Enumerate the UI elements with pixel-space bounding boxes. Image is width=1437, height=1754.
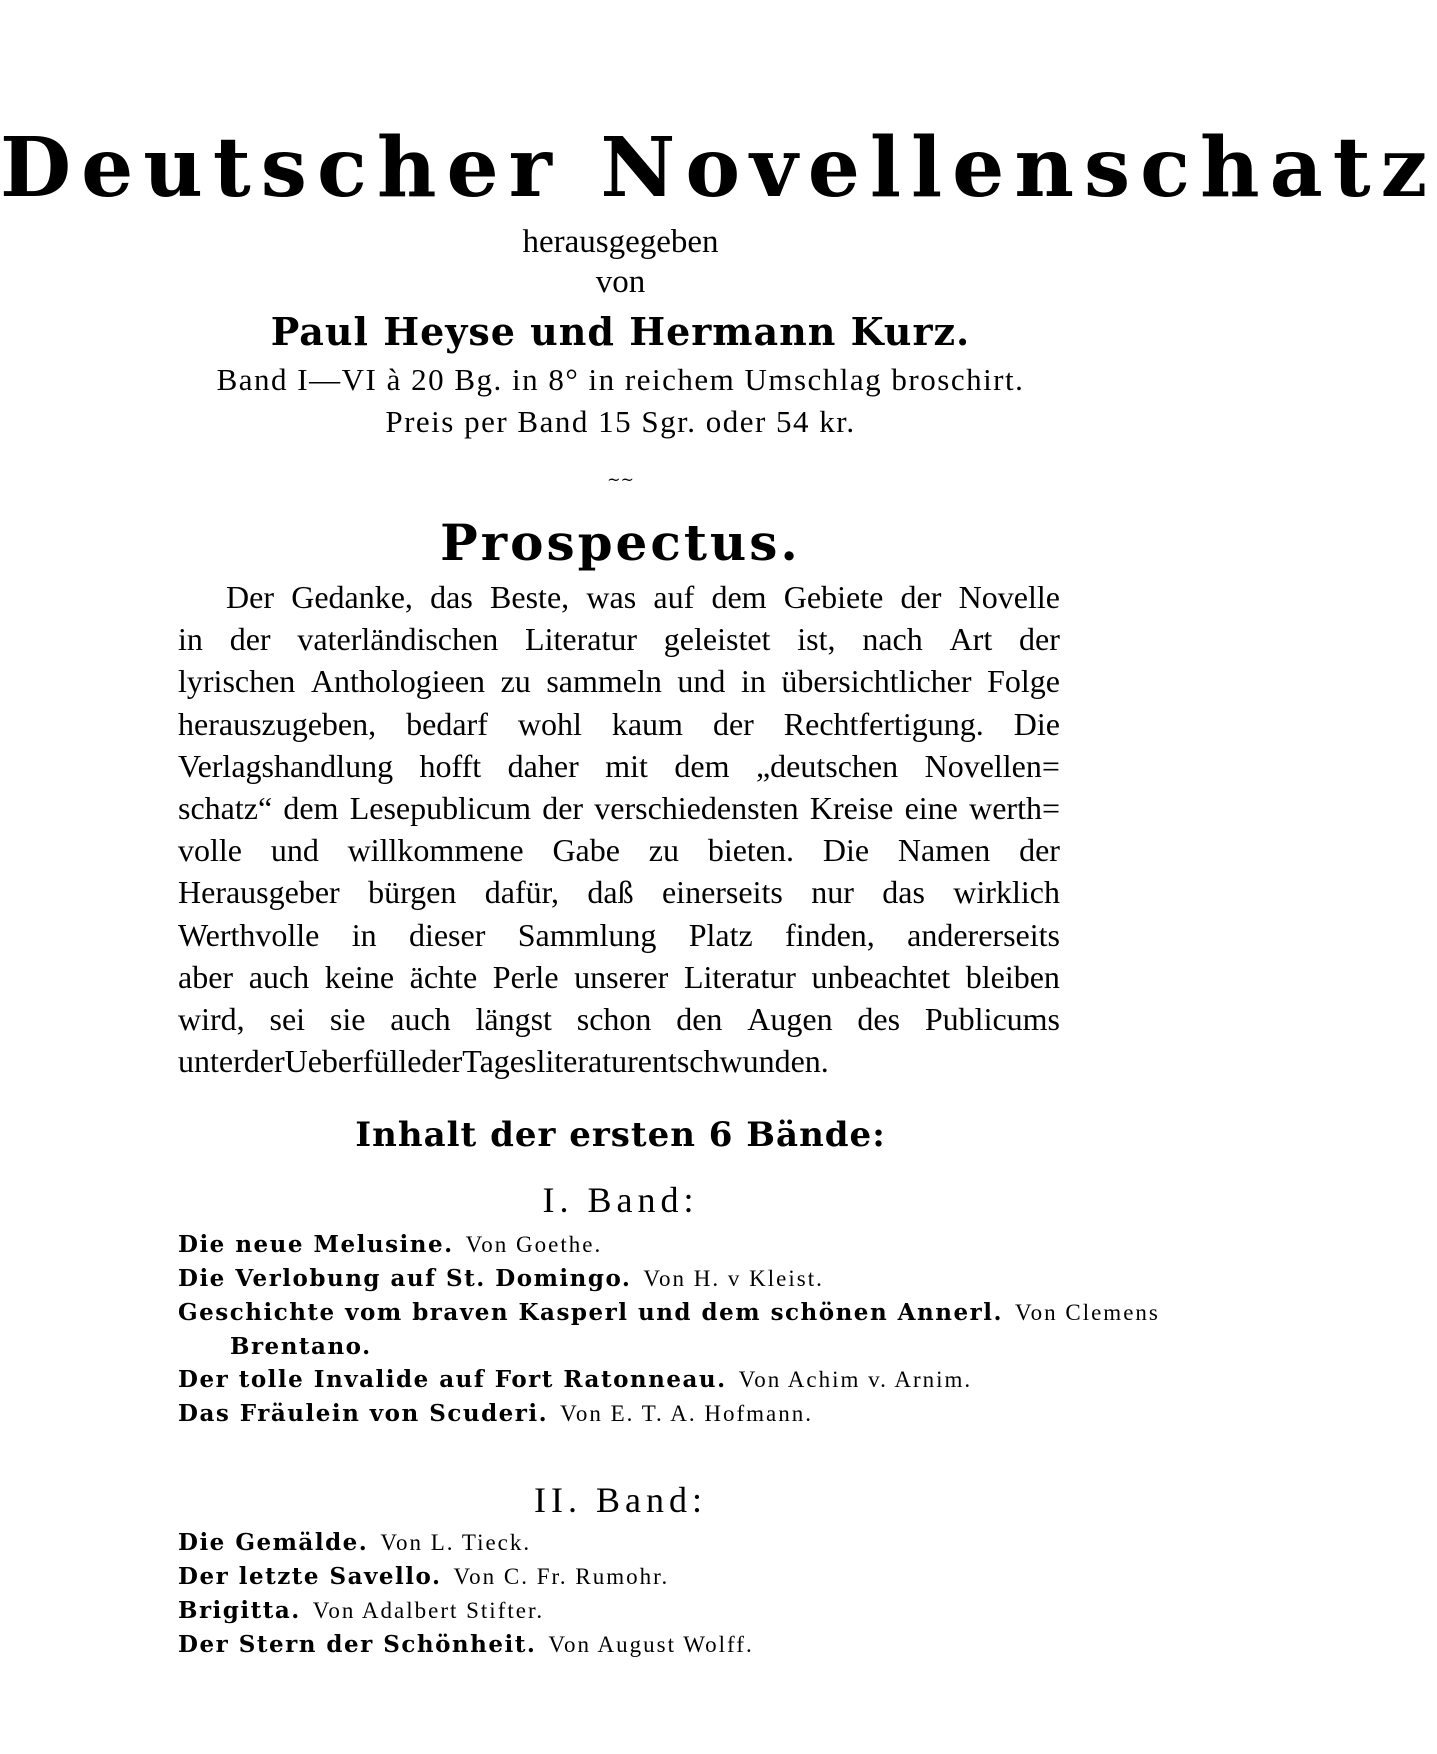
word: dem — [283, 789, 339, 826]
word: zu — [500, 663, 531, 700]
entry-author: Von C. Fr. Rumohr. — [453, 1564, 670, 1589]
word: andererseits — [907, 916, 1060, 953]
word: Publicums — [924, 1000, 1060, 1037]
word: nur — [811, 874, 854, 911]
word: einerseits — [661, 874, 783, 911]
word: aber — [178, 958, 234, 995]
prospectus-title: Prospectus. — [440, 513, 801, 572]
word: Novellen= — [924, 747, 1060, 784]
word: Augen — [747, 1000, 833, 1037]
prospectus-line — [178, 618, 1060, 660]
entry-author: Von L. Tieck. — [380, 1530, 532, 1555]
word: Kreise — [809, 789, 894, 826]
word: ächte — [409, 958, 478, 995]
list-item — [178, 1262, 1078, 1296]
word: entschwunden. — [637, 1043, 829, 1080]
word: mit — [605, 747, 648, 784]
prospectus-line — [178, 660, 1060, 702]
word: der — [243, 1043, 285, 1080]
ornament-divider: ~~ — [607, 470, 634, 489]
word: auf — [653, 579, 695, 615]
word: wird, — [178, 1000, 245, 1037]
subtitle-by: von — [595, 264, 646, 300]
word: herauszugeben, — [178, 705, 377, 742]
word: der — [712, 705, 754, 742]
entry-author-continuation: Brentano. — [230, 1333, 372, 1360]
word: nach — [862, 621, 923, 658]
entry-author: Von E. T. A. Hofmann. — [560, 1401, 814, 1426]
entry-author: Von Adalbert Stifter. — [312, 1598, 545, 1623]
word: wohl — [517, 705, 582, 742]
word: wirklich — [953, 874, 1060, 911]
word: dem — [674, 747, 730, 784]
word: Art — [949, 621, 993, 658]
word: bürgen — [368, 874, 457, 911]
word: ist, — [797, 621, 836, 658]
list-item — [178, 1397, 1078, 1431]
word: Novelle — [958, 579, 1060, 615]
word: der — [421, 1043, 463, 1080]
word: „deutschen — [755, 747, 899, 784]
word: Anthologieen — [310, 663, 486, 700]
volume-1-entries — [178, 1228, 1160, 1431]
entry-title: Der letzte Savello. — [178, 1563, 442, 1590]
word: Rechtfertigung. — [783, 705, 984, 742]
list-item — [178, 1560, 1078, 1594]
word: unter — [178, 1043, 244, 1080]
prospectus-line — [178, 745, 1060, 787]
word: daher — [507, 747, 579, 784]
word: übersichtlicher — [781, 663, 972, 700]
word: volle — [178, 832, 242, 869]
word: das — [882, 874, 925, 911]
word: Gedanke, — [291, 579, 413, 615]
word: Die — [822, 832, 870, 869]
word: sie — [329, 1000, 366, 1037]
word: der — [229, 621, 271, 658]
prospectus-line — [178, 787, 1060, 829]
word: der — [1019, 621, 1060, 658]
entry-title: Die neue Melusine. — [178, 1231, 454, 1258]
list-item — [178, 1363, 1078, 1397]
word: bleiben — [965, 958, 1060, 995]
word: schon — [576, 1000, 652, 1037]
list-item — [178, 1594, 1078, 1628]
word: auch — [248, 958, 310, 995]
entry-author: Von Clemens — [1014, 1300, 1160, 1325]
volume-2-entries — [178, 1526, 1078, 1662]
publication-info-line-2: Preis per Band 15 Sgr. oder 54 kr. — [385, 404, 856, 439]
entry-title: Die Gemälde. — [178, 1529, 369, 1556]
word: unserer — [574, 958, 669, 995]
word: dieser — [408, 916, 486, 953]
subtitle-edited: herausgegeben — [522, 224, 719, 260]
entry-author: Von Achim v. Arnim. — [738, 1367, 973, 1392]
list-item — [178, 1526, 1078, 1560]
list-item — [178, 1628, 1078, 1662]
word: schatz“ — [178, 789, 273, 826]
word: Platz — [688, 916, 753, 953]
prospectus-text — [178, 576, 1060, 1082]
word: Namen — [897, 832, 991, 869]
word: bedarf — [406, 705, 488, 742]
entry-author: Von August Wolff. — [548, 1632, 754, 1657]
prospectus-line — [178, 998, 1060, 1040]
word: der — [900, 579, 942, 615]
word: werth= — [969, 789, 1060, 826]
word: den — [676, 1000, 723, 1037]
prospectus-line — [178, 703, 1060, 745]
volume-heading-1: I. Band: — [542, 1180, 699, 1220]
entry-author: Von Goethe. — [465, 1232, 603, 1257]
entry-title: Die Verlobung auf St. Domingo. — [178, 1265, 632, 1292]
word: der — [1019, 832, 1060, 869]
entry-title: Geschichte vom braven Kasperl und dem schönen Annerl. — [178, 1299, 1003, 1326]
prospectus-line — [178, 1040, 1060, 1082]
word: unbeachtet — [811, 958, 951, 995]
entry-title: Der tolle Invalide auf Fort Ratonneau. — [178, 1366, 727, 1393]
word: vaterländischen — [297, 621, 499, 658]
word: Herausgeber — [178, 874, 340, 911]
word: dafür, — [484, 874, 559, 911]
entry-author: Von H. v Kleist. — [643, 1266, 824, 1291]
word: in — [178, 621, 203, 658]
word: Beste, — [490, 579, 570, 615]
word: und — [270, 832, 319, 869]
volume-heading-2: II. Band: — [534, 1480, 707, 1520]
word: Werthvolle — [178, 916, 320, 953]
word: und — [677, 663, 726, 700]
prospectus-line — [178, 914, 1060, 956]
word: der — [542, 789, 584, 826]
publication-info-line-1: Band I—VI à 20 Bg. in 8° in reichem Umschlag broschirt. — [216, 362, 1025, 397]
word: dem — [711, 579, 767, 615]
word: Literatur — [683, 958, 796, 995]
prospectus-line — [178, 956, 1060, 998]
prospectus-line — [178, 576, 1060, 618]
prospectus-line — [178, 871, 1060, 913]
main-title: Deutscher Novellenschatz — [0, 120, 1437, 216]
list-item — [178, 1296, 1160, 1363]
entry-title: Der Stern der Schönheit. — [178, 1631, 537, 1658]
word: sei — [269, 1000, 306, 1037]
word: sammeln — [546, 663, 662, 700]
word: zu — [648, 832, 679, 869]
word: kaum — [611, 705, 683, 742]
word: bieten. — [707, 832, 794, 869]
word: verschiedensten — [594, 789, 799, 826]
word: Lesepublicum — [349, 789, 531, 826]
word: längst — [475, 1000, 552, 1037]
word: des — [857, 1000, 901, 1037]
word: keine — [324, 958, 395, 995]
word: in — [740, 663, 766, 700]
word: Perle — [492, 958, 559, 995]
entry-title: Das Fräulein von Scuderi. — [178, 1400, 549, 1427]
word: Gabe — [552, 832, 620, 869]
word: daß — [587, 874, 634, 911]
word: hofft — [419, 747, 482, 784]
word: Gebiete — [783, 579, 884, 615]
word: das — [430, 579, 473, 615]
entry-title: Brigitta. — [178, 1597, 301, 1624]
prospectus-line — [178, 829, 1060, 871]
word: in — [351, 916, 377, 953]
word: auch — [390, 1000, 451, 1037]
word: Tagesliteratur — [462, 1043, 638, 1080]
word: Verlagshandlung — [178, 747, 394, 784]
word: Literatur — [525, 621, 637, 658]
list-item — [178, 1228, 1078, 1262]
word: eine — [904, 789, 958, 826]
word: Folge — [987, 663, 1060, 700]
word: finden, — [785, 916, 875, 953]
contents-title: Inhalt der ersten 6 Bände: — [355, 1115, 886, 1155]
editors-line: Paul Heyse und Hermann Kurz. — [270, 309, 971, 354]
word: Der — [226, 579, 274, 615]
word: Die — [1013, 705, 1060, 742]
word: lyrischen — [178, 663, 296, 700]
word: Sammlung — [517, 916, 657, 953]
word: willkommene — [347, 832, 524, 869]
word: Ueberfülle — [284, 1043, 422, 1080]
word: geleistet — [663, 621, 771, 658]
word: was — [586, 579, 637, 615]
